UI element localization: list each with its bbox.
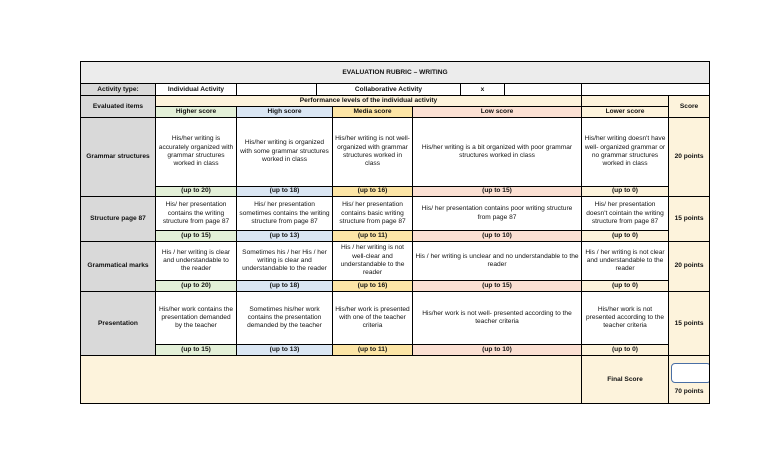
descriptor-cell: His/her writing is organized with some grammar structures worked in class xyxy=(237,117,333,186)
descriptor-cell: His/her work contains the presentation demanded by the teacher xyxy=(156,292,237,345)
value-cell: (up to 15) xyxy=(156,231,237,241)
score-header: Score xyxy=(669,96,710,117)
final-score-label: Final Score xyxy=(582,356,669,404)
descriptor-cell: His/her work is presented with one of the teacher criteria xyxy=(333,292,413,345)
criterion-presentation: Presentation xyxy=(81,292,156,356)
descriptor-cell: His/her writing is a bit organized with poor grammar structures worked in class xyxy=(413,117,582,186)
descriptor-cell: His/her work is not presented according to the teacher criteria xyxy=(582,292,669,345)
value-cell: (up to 16) xyxy=(333,186,413,196)
value-cell: (up to 0) xyxy=(582,231,669,241)
descriptor-cell: His / her writing is unclear and no understandable to the reader xyxy=(413,241,582,281)
level-higher-score: Higher score xyxy=(156,106,237,117)
level-lower-score: Lower score xyxy=(582,106,669,117)
row-points: 15 points xyxy=(669,196,710,241)
value-cell: (up to 13) xyxy=(237,231,333,241)
row-points: 20 points xyxy=(669,117,710,196)
descriptor-cell: His/ her presentation doesn't cointain the writing structure from page 87 xyxy=(582,196,669,231)
value-cell: (up to 13) xyxy=(237,345,333,356)
value-cell: (up to 15) xyxy=(156,345,237,356)
blank-cell xyxy=(582,96,669,106)
descriptor-cell: Sometimes his / her His / her writing is clear and understandable to the reader xyxy=(237,241,333,281)
descriptor-cell: His / her writing is not clear and understandable to the reader xyxy=(582,241,669,281)
value-cell: (up to 20) xyxy=(156,186,237,196)
value-cell: (up to 11) xyxy=(333,345,413,356)
blank-cell xyxy=(505,84,582,96)
final-score-cell xyxy=(669,356,710,404)
value-cell: (up to 15) xyxy=(413,186,582,196)
performance-levels-header: Performance levels of the individual activity xyxy=(156,96,582,106)
descriptor-cell: Sometimes his/her work contains the presentation demanded by the teacher xyxy=(237,292,333,345)
final-blank-area xyxy=(81,356,582,404)
collaborative-activity-label: Collaborative Activity xyxy=(317,84,461,96)
descriptor-cell: His/her writing is accurately organized with grammar structures worked in class xyxy=(156,117,237,186)
descriptor-cell: His/her writing doesn't have well- organized grammar or no grammar structures worked in class xyxy=(582,117,669,186)
descriptor-cell: His/her work is not well- presented according to the teacher criteria xyxy=(413,292,582,345)
activity-type-label: Activity type: xyxy=(81,84,156,96)
value-cell: (up to 10) xyxy=(413,345,582,356)
row-points: 20 points xyxy=(669,241,710,292)
value-cell: (up to 0) xyxy=(582,186,669,196)
level-high-score: High score xyxy=(237,106,333,117)
final-score-points: 70 points xyxy=(674,388,704,395)
value-cell: (up to 10) xyxy=(413,231,582,241)
descriptor-cell: His/ her presentation sometimes contains the writing structure from page 87 xyxy=(237,196,333,231)
collaborative-activity-mark[interactable]: x xyxy=(461,84,505,96)
blank-cell xyxy=(582,84,710,96)
value-cell: (up to 11) xyxy=(333,231,413,241)
individual-activity-mark[interactable] xyxy=(237,84,317,96)
value-cell: (up to 0) xyxy=(582,281,669,292)
final-score-input[interactable] xyxy=(671,363,710,383)
criterion-structure-page-87: Structure page 87 xyxy=(81,196,156,241)
row-points: 15 points xyxy=(669,292,710,356)
level-media-score: Media score xyxy=(333,106,413,117)
evaluation-rubric-table xyxy=(80,61,710,404)
descriptor-cell: His/her writing is not well-organized with grammar structures worked in class xyxy=(333,117,413,186)
value-cell: (up to 0) xyxy=(582,345,669,356)
criterion-grammatical-marks: Grammatical marks xyxy=(81,241,156,292)
evaluated-items-header: Evaluated items xyxy=(81,96,156,117)
individual-activity-label: Individual Activity xyxy=(156,84,237,96)
descriptor-cell: His/ her presentation contains basic writing structure from page 87 xyxy=(333,196,413,231)
value-cell: (up to 16) xyxy=(333,281,413,292)
rubric-title: EVALUATION RUBRIC – WRITING xyxy=(81,62,710,84)
descriptor-cell: His / her writing is clear and understandable to the reader xyxy=(156,241,237,281)
value-cell: (up to 20) xyxy=(156,281,237,292)
value-cell: (up to 18) xyxy=(237,186,333,196)
descriptor-cell: His / her writing is not well-clear and understandable to the reader xyxy=(333,241,413,281)
value-cell: (up to 18) xyxy=(237,281,333,292)
value-cell: (up to 15) xyxy=(413,281,582,292)
descriptor-cell: His/ her presentation contains poor writing structure from page 87 xyxy=(413,196,582,231)
criterion-grammar-structures: Grammar structures xyxy=(81,117,156,196)
level-low-score: Low score xyxy=(413,106,582,117)
descriptor-cell: His/ her presentation contains the writing structure from page 87 xyxy=(156,196,237,231)
